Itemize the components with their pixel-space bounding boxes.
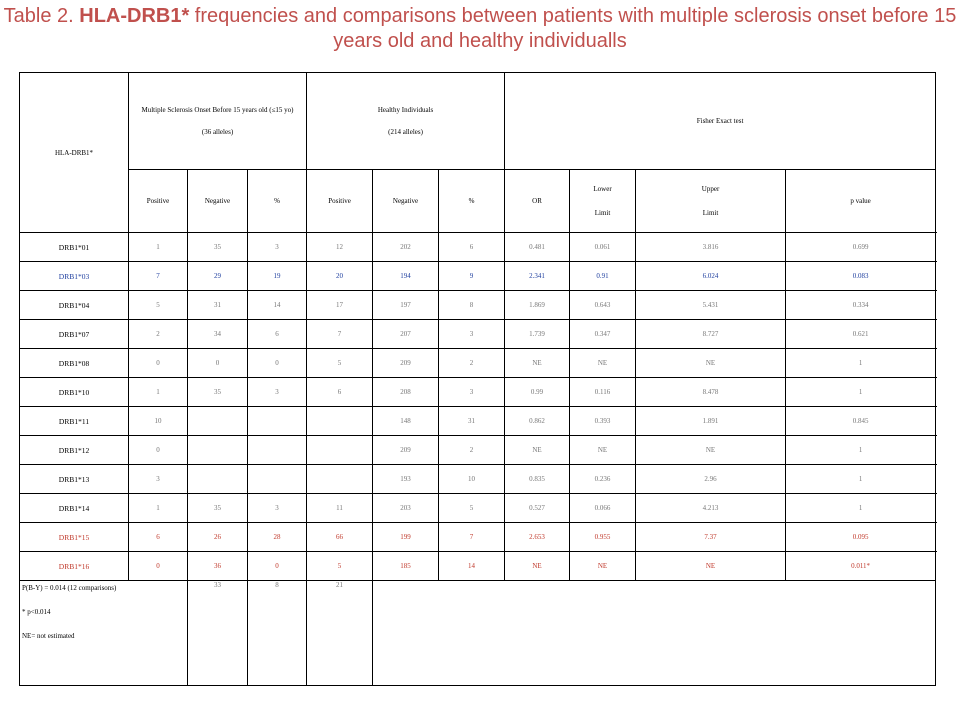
allele-cell: DRB1*10: [20, 378, 129, 407]
cell-ms-pct: 3: [248, 378, 307, 407]
cell-p: 0.011*: [786, 552, 936, 581]
cell-lower: NE: [570, 436, 636, 465]
table-row: [20, 291, 936, 320]
cell-h-pct: 5: [439, 494, 505, 523]
cell-ms-pos: 7: [129, 262, 188, 291]
cell-p: 1: [786, 349, 936, 378]
cell-h-pct: 7: [439, 523, 505, 552]
ms-group-alleles: (36 alleles): [201, 127, 234, 136]
cell-h-pct: 3: [439, 378, 505, 407]
cell-ms-pct: 0: [248, 552, 307, 581]
ms-group-header: [129, 73, 307, 170]
allele-cell: DRB1*11: [20, 407, 129, 436]
table-title: [0, 4, 960, 54]
footnote-3: NE= not estimated: [22, 632, 75, 640]
cell-ms-neg: [188, 465, 248, 494]
cell-ms-neg: [188, 436, 248, 465]
cell-or: 0.835: [505, 465, 570, 494]
cell-or: 1.739: [505, 320, 570, 349]
cell-h-pos: 11: [307, 494, 373, 523]
table-row: [20, 407, 936, 436]
cell-ms-pos: 1: [129, 494, 188, 523]
lower-limit-header: [570, 170, 636, 233]
cell-h-neg: 199: [373, 523, 439, 552]
cell-h-pct: 8: [439, 291, 505, 320]
healthy-percent-header: %: [439, 170, 505, 233]
lower-limit-label: Limit: [594, 209, 611, 217]
cell-upper: 1.891: [636, 407, 786, 436]
cell-ms-neg: 34: [188, 320, 248, 349]
upper-limit-label: Limit: [702, 209, 719, 217]
cell-or: 0.99: [505, 378, 570, 407]
table-row: [20, 378, 936, 407]
cell-ms-pct: 19: [248, 262, 307, 291]
cell-lower: 0.91: [570, 262, 636, 291]
cell-p: 0.334: [786, 291, 936, 320]
healthy-group-header: [307, 73, 505, 170]
ms-group-title: Multiple Sclerosis Onset Before 15 years old (≤15 yo): [141, 105, 294, 114]
cell-or: 0.481: [505, 233, 570, 262]
cell-h-pos: 6: [307, 378, 373, 407]
cell-h-pos: 5: [307, 552, 373, 581]
ms-positive-header: Positive: [129, 170, 188, 233]
cell-h-neg: 203: [373, 494, 439, 523]
cell-ms-pos: 0: [129, 552, 188, 581]
cell-ms-pos: 3: [129, 465, 188, 494]
title-rest: frequencies and comparisons between patients with multiple sclerosis onset before 15 years old and healthy individualls: [189, 5, 957, 52]
footer-ms-pct: 8: [248, 581, 307, 686]
allele-cell: DRB1*13: [20, 465, 129, 494]
table-row: [20, 349, 936, 378]
pvalue-header: p value: [786, 170, 936, 233]
cell-p: 1: [786, 436, 936, 465]
cell-p: 0.621: [786, 320, 936, 349]
cell-h-pos: [307, 436, 373, 465]
cell-ms-pos: 10: [129, 407, 188, 436]
table-row: [20, 262, 936, 291]
healthy-group-alleles: (214 alleles): [388, 127, 423, 136]
cell-h-pos: [307, 407, 373, 436]
cell-upper: 6.024: [636, 262, 786, 291]
healthy-group-title: Healthy Individuals: [377, 105, 434, 114]
footnotes: [20, 581, 188, 686]
cell-ms-neg: 31: [188, 291, 248, 320]
cell-lower: 0.643: [570, 291, 636, 320]
cell-h-pos: 12: [307, 233, 373, 262]
cell-ms-pos: 1: [129, 378, 188, 407]
cell-ms-neg: 0: [188, 349, 248, 378]
cell-lower: 0.955: [570, 523, 636, 552]
cell-or: NE: [505, 349, 570, 378]
cell-ms-pct: 3: [248, 494, 307, 523]
cell-ms-pos: 1: [129, 233, 188, 262]
cell-h-pct: 31: [439, 407, 505, 436]
cell-ms-pct: 3: [248, 233, 307, 262]
allele-cell: DRB1*14: [20, 494, 129, 523]
healthy-negative-header: Negative: [373, 170, 439, 233]
title-bold: HLA-DRB1*: [79, 5, 190, 27]
cell-p: 0.699: [786, 233, 936, 262]
cell-ms-pct: 0: [248, 349, 307, 378]
table-row: [20, 436, 936, 465]
allele-cell: DRB1*15: [20, 523, 129, 552]
cell-upper: 8.727: [636, 320, 786, 349]
cell-h-neg: 194: [373, 262, 439, 291]
cell-h-pct: 14: [439, 552, 505, 581]
lower-label: Lower: [593, 185, 612, 193]
cell-p: 1: [786, 494, 936, 523]
cell-upper: NE: [636, 552, 786, 581]
cell-ms-pos: 6: [129, 523, 188, 552]
cell-ms-pct: 28: [248, 523, 307, 552]
cell-h-pos: 66: [307, 523, 373, 552]
cell-upper: 8.478: [636, 378, 786, 407]
cell-lower: 0.066: [570, 494, 636, 523]
cell-ms-pos: 0: [129, 349, 188, 378]
cell-p: 1: [786, 378, 936, 407]
cell-upper: 4.213: [636, 494, 786, 523]
cell-h-neg: 193: [373, 465, 439, 494]
healthy-positive-header: Positive: [307, 170, 373, 233]
table-row: [20, 523, 936, 552]
allele-cell: DRB1*08: [20, 349, 129, 378]
cell-ms-neg: [188, 407, 248, 436]
cell-h-pct: 3: [439, 320, 505, 349]
cell-h-pos: [307, 465, 373, 494]
cell-upper: 7.37: [636, 523, 786, 552]
cell-or: 1.869: [505, 291, 570, 320]
cell-ms-pct: [248, 407, 307, 436]
hla-frequency-table: [19, 72, 936, 686]
cell-h-pct: 9: [439, 262, 505, 291]
cell-or: 0.527: [505, 494, 570, 523]
allele-cell: DRB1*07: [20, 320, 129, 349]
cell-ms-pct: 14: [248, 291, 307, 320]
cell-h-neg: 202: [373, 233, 439, 262]
cell-lower: NE: [570, 552, 636, 581]
cell-ms-pos: 0: [129, 436, 188, 465]
cell-or: 0.862: [505, 407, 570, 436]
upper-label: Upper: [701, 185, 720, 193]
cell-lower: NE: [570, 349, 636, 378]
cell-p: 1: [786, 465, 936, 494]
cell-upper: 3.816: [636, 233, 786, 262]
footnote-1: P(B-Y) = 0.014 (12 comparisons): [22, 584, 117, 592]
table-row: [20, 320, 936, 349]
cell-h-neg: 207: [373, 320, 439, 349]
footer-empty-area: [373, 581, 936, 686]
cell-ms-neg: 26: [188, 523, 248, 552]
cell-h-neg: 148: [373, 407, 439, 436]
cell-lower: 0.061: [570, 233, 636, 262]
cell-h-neg: 197: [373, 291, 439, 320]
cell-or: NE: [505, 552, 570, 581]
table-row: [20, 494, 936, 523]
cell-upper: NE: [636, 349, 786, 378]
cell-lower: 0.116: [570, 378, 636, 407]
cell-h-neg: 209: [373, 349, 439, 378]
footer-ms-neg: 33: [188, 581, 248, 686]
allele-cell: DRB1*12: [20, 436, 129, 465]
footer-h-pos: 21: [307, 581, 373, 686]
cell-ms-pct: [248, 465, 307, 494]
fisher-group-header: Fisher Exact test: [505, 73, 936, 170]
cell-lower: 0.347: [570, 320, 636, 349]
title-prefix: Table 2.: [3, 5, 80, 27]
cell-h-pos: 20: [307, 262, 373, 291]
cell-ms-neg: 29: [188, 262, 248, 291]
cell-h-pos: 5: [307, 349, 373, 378]
upper-limit-header: [636, 170, 786, 233]
or-header: OR: [505, 170, 570, 233]
cell-h-pos: 17: [307, 291, 373, 320]
allele-cell: DRB1*03: [20, 262, 129, 291]
cell-lower: 0.393: [570, 407, 636, 436]
cell-upper: 2.96: [636, 465, 786, 494]
cell-ms-neg: 35: [188, 378, 248, 407]
allele-cell: DRB1*01: [20, 233, 129, 262]
cell-h-pct: 2: [439, 436, 505, 465]
cell-h-neg: 208: [373, 378, 439, 407]
cell-ms-pct: [248, 436, 307, 465]
footnote-2: * p<0.014: [22, 608, 51, 616]
cell-ms-pos: 2: [129, 320, 188, 349]
cell-lower: 0.236: [570, 465, 636, 494]
cell-p: 0.845: [786, 407, 936, 436]
cell-p: 0.083: [786, 262, 936, 291]
ms-percent-header: %: [248, 170, 307, 233]
footer-row: [20, 581, 936, 686]
cell-ms-neg: 35: [188, 494, 248, 523]
cell-h-neg: 209: [373, 436, 439, 465]
cell-ms-pct: 6: [248, 320, 307, 349]
cell-upper: NE: [636, 436, 786, 465]
header-sub-row: [20, 170, 936, 233]
header-group-row: [20, 73, 936, 170]
cell-upper: 5.431: [636, 291, 786, 320]
ms-negative-header: Negative: [188, 170, 248, 233]
cell-ms-neg: 35: [188, 233, 248, 262]
allele-cell: DRB1*04: [20, 291, 129, 320]
cell-h-pos: 7: [307, 320, 373, 349]
cell-or: NE: [505, 436, 570, 465]
cell-p: 0.095: [786, 523, 936, 552]
cell-h-pct: 6: [439, 233, 505, 262]
cell-h-pct: 2: [439, 349, 505, 378]
table-row: [20, 552, 936, 581]
cell-or: 2.341: [505, 262, 570, 291]
table-row: [20, 233, 936, 262]
cell-h-pct: 10: [439, 465, 505, 494]
row-label-header: HLA-DRB1*: [20, 73, 129, 233]
cell-ms-neg: 36: [188, 552, 248, 581]
table-row: [20, 465, 936, 494]
cell-or: 2.653: [505, 523, 570, 552]
allele-cell: DRB1*16: [20, 552, 129, 581]
cell-ms-pos: 5: [129, 291, 188, 320]
cell-h-neg: 185: [373, 552, 439, 581]
